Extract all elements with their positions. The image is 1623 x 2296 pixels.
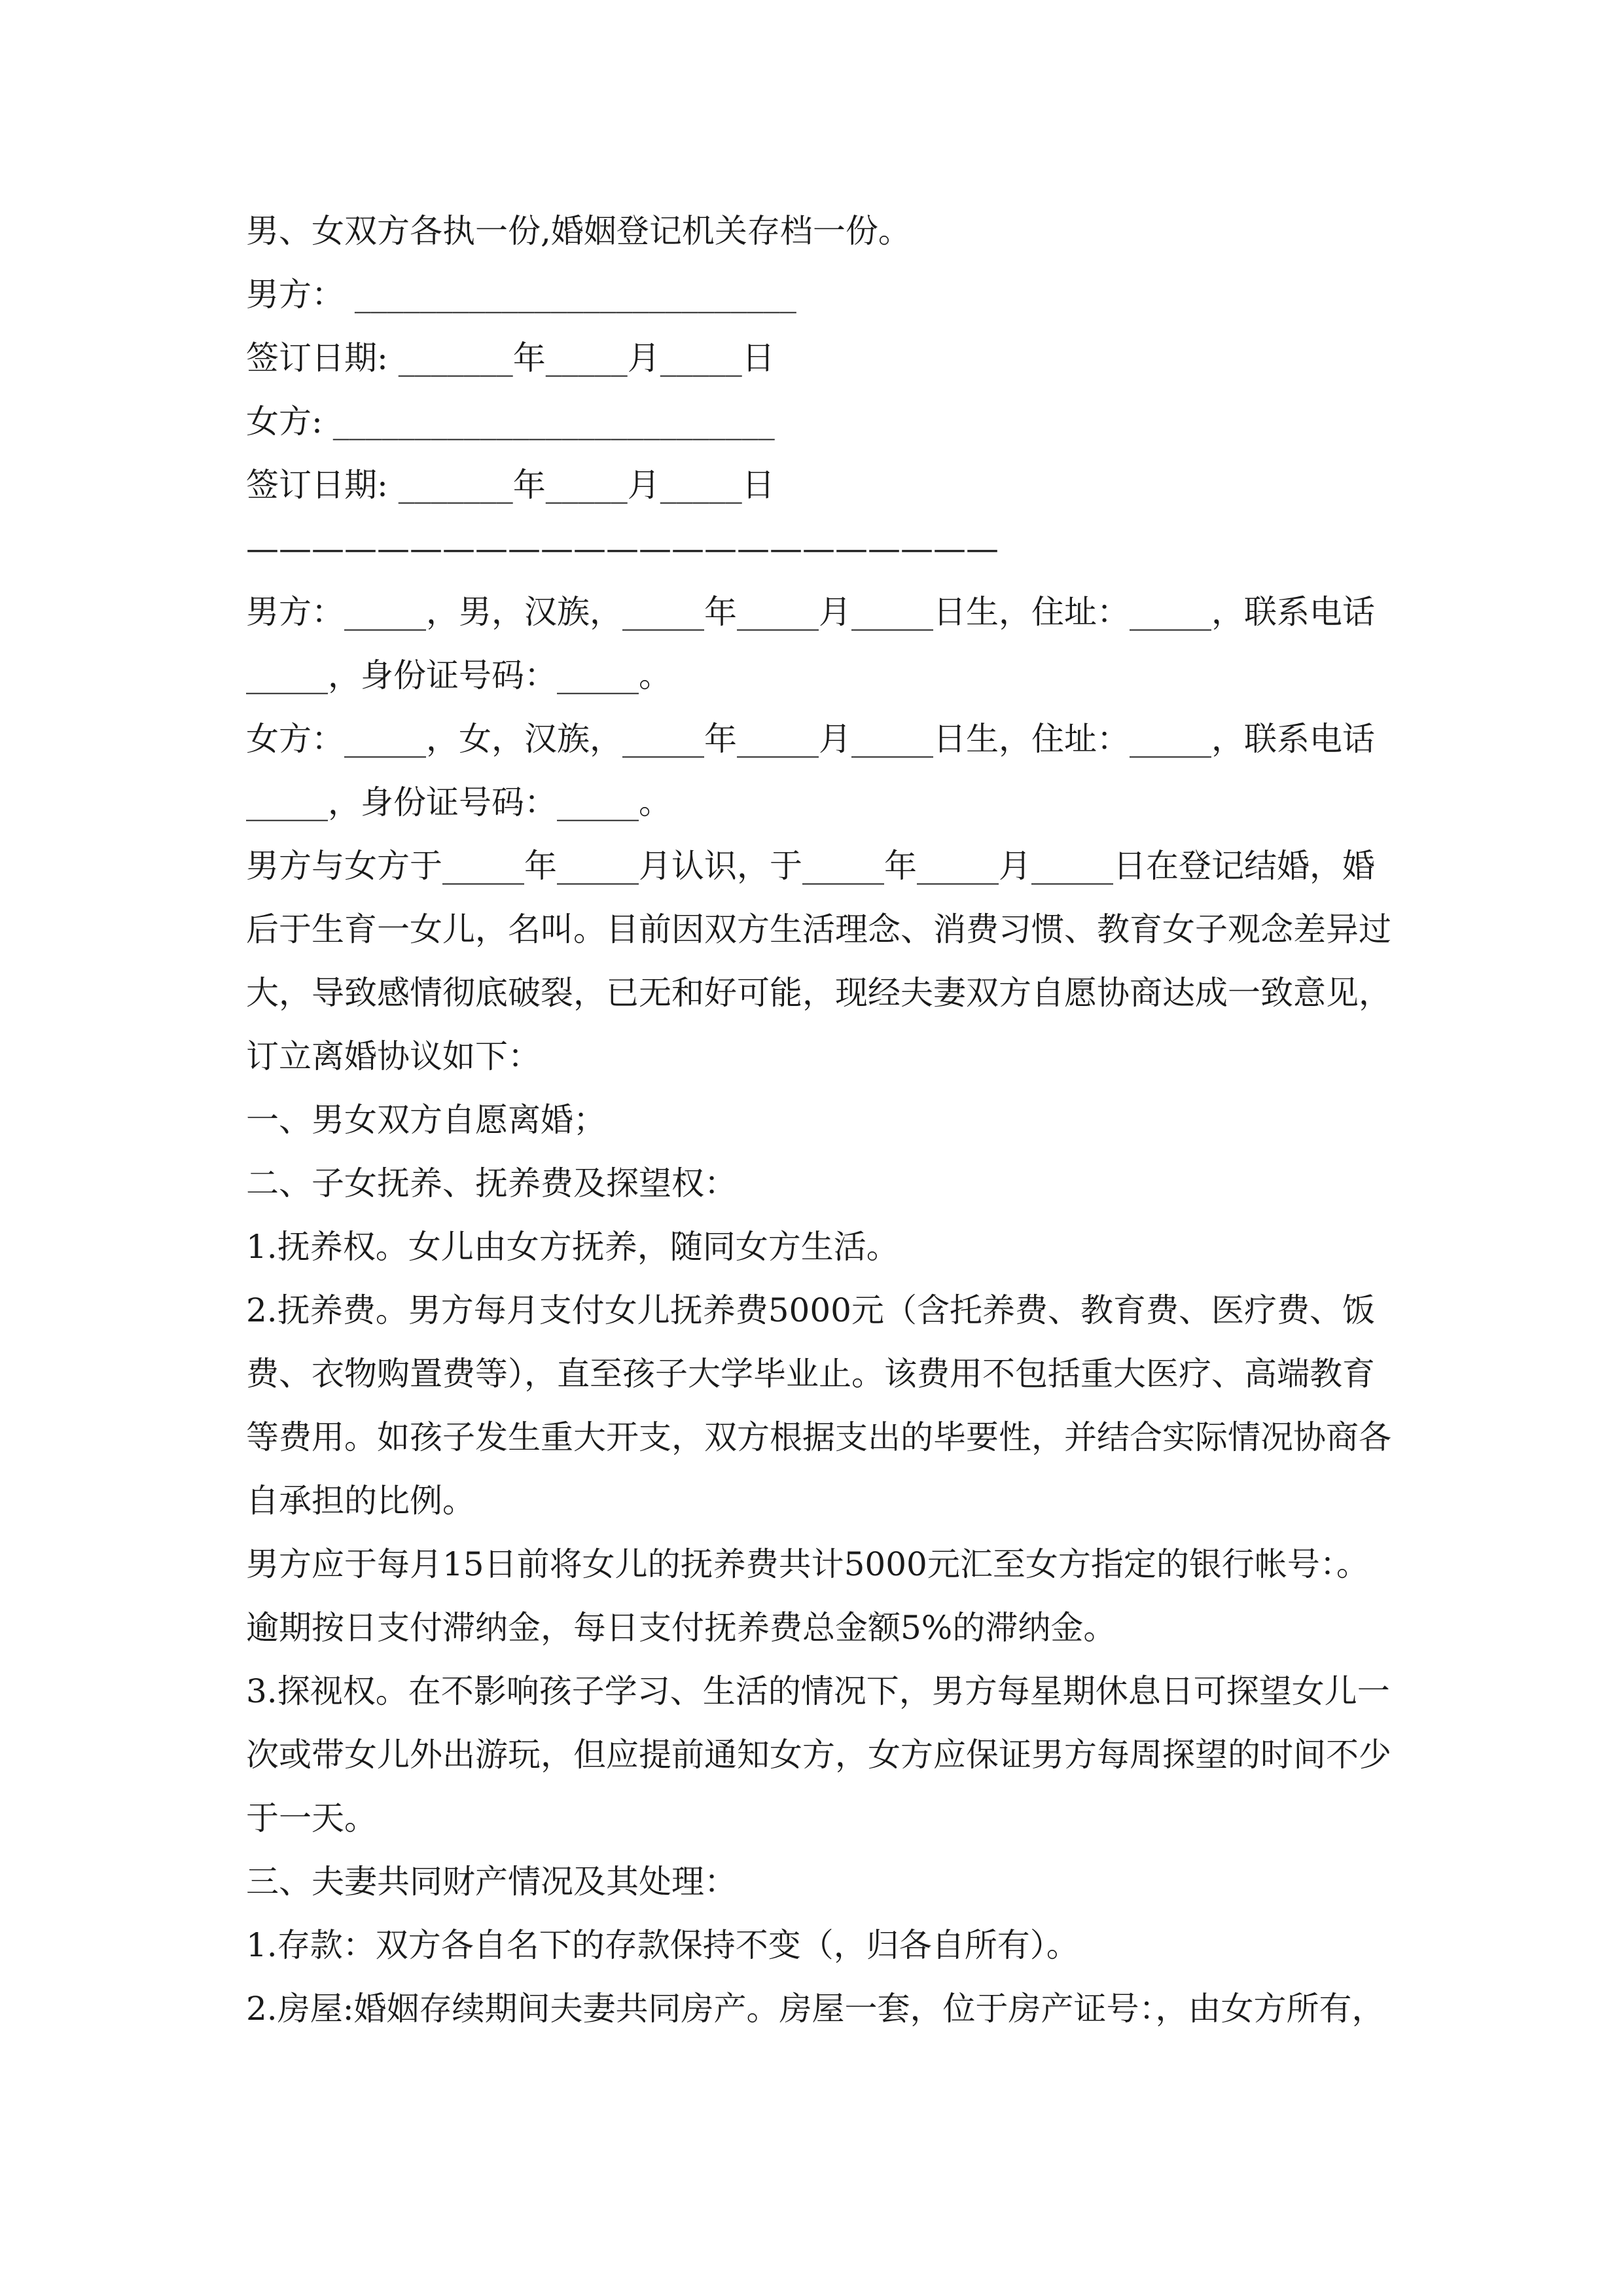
- text-line: 自承担的比例。: [246, 1482, 475, 1520]
- text-line: 费、衣物购置费等），直至孩子大学毕业止。该费用不包括重大医疗、高端教育: [246, 1355, 1375, 1393]
- document-body: [246, 200, 1391, 2041]
- text-line: 后于生育一女儿，名叫。目前因双方生活理念、消费习惯、教育女子观念差异过: [246, 910, 1391, 948]
- text-line: 女方：_____，女，汉族，_____年_____月_____日生，住址：_____，联系电话: [246, 720, 1375, 758]
- text-line: 大，导致感情彻底破裂，已无和好可能，现经夫妻双方自愿协商达成一致意见，: [246, 974, 1391, 1012]
- text-line: 1.抚养权。女儿由女方抚养，随同女方生活。: [246, 1228, 899, 1266]
- text-line: 3.探视权。在不影响孩子学习、生活的情况下，男方每星期休息日可探望女儿一: [246, 1672, 1390, 1710]
- text-line: 男、女双方各执一份,婚姻登记机关存档一份。: [246, 212, 911, 250]
- text-line: 女方: ___________________________: [246, 403, 775, 440]
- text-line: 三、夫妻共同财产情况及其处理：: [246, 1863, 737, 1901]
- text-line: 订立离婚协议如下：: [246, 1037, 541, 1075]
- text-line: 逾期按日支付滞纳金，每日支付抚养费总金额5%的滞纳金。: [246, 1609, 1116, 1647]
- text-line: ———————————————————————: [246, 529, 999, 567]
- text-line: 二、子女抚养、抚养费及探望权：: [246, 1164, 737, 1202]
- text-line: 等费用。如孩子发生重大开支，双方根据支出的毕要性，并结合实际情况协商各: [246, 1418, 1391, 1456]
- text-line: 签订日期: _______年_____月_____日: [246, 339, 775, 377]
- text-line: 男方：_____，男，汉族，_____年_____月_____日生，住址：_____，联系电话: [246, 593, 1375, 631]
- text-line: 一、男女双方自愿离婚；: [246, 1101, 606, 1139]
- text-line: 男方与女方于_____年_____月认识，于_____年_____月_____日在登记结婚，婚: [246, 847, 1375, 885]
- text-line: _____，身份证号码：_____。: [246, 783, 671, 821]
- text-line: 签订日期: _______年_____月_____日: [246, 466, 775, 504]
- text-line: _____，身份证号码：_____。: [246, 656, 671, 694]
- text-line: 男方： ___________________________: [246, 276, 796, 314]
- text-line: 次或带女儿外出游玩，但应提前通知女方，女方应保证男方每周探望的时间不少: [246, 1736, 1391, 1774]
- text-line: 2.房屋:婚姻存续期间夫妻共同房产。房屋一套，位于房产证号：，由女方所有，: [246, 1990, 1385, 2028]
- text-line: 男方应于每月15日前将女儿的抚养费共计5000元汇至女方指定的银行帐号：。: [246, 1545, 1369, 1583]
- text-line: 2.抚养费。男方每月支付女儿抚养费5000元（含托养费、教育费、医疗费、饭: [246, 1291, 1375, 1329]
- text-line: 于一天。: [246, 1799, 377, 1837]
- text-line: 1.存款：双方各自名下的存款保持不变（，归各自所有）。: [246, 1926, 1079, 1964]
